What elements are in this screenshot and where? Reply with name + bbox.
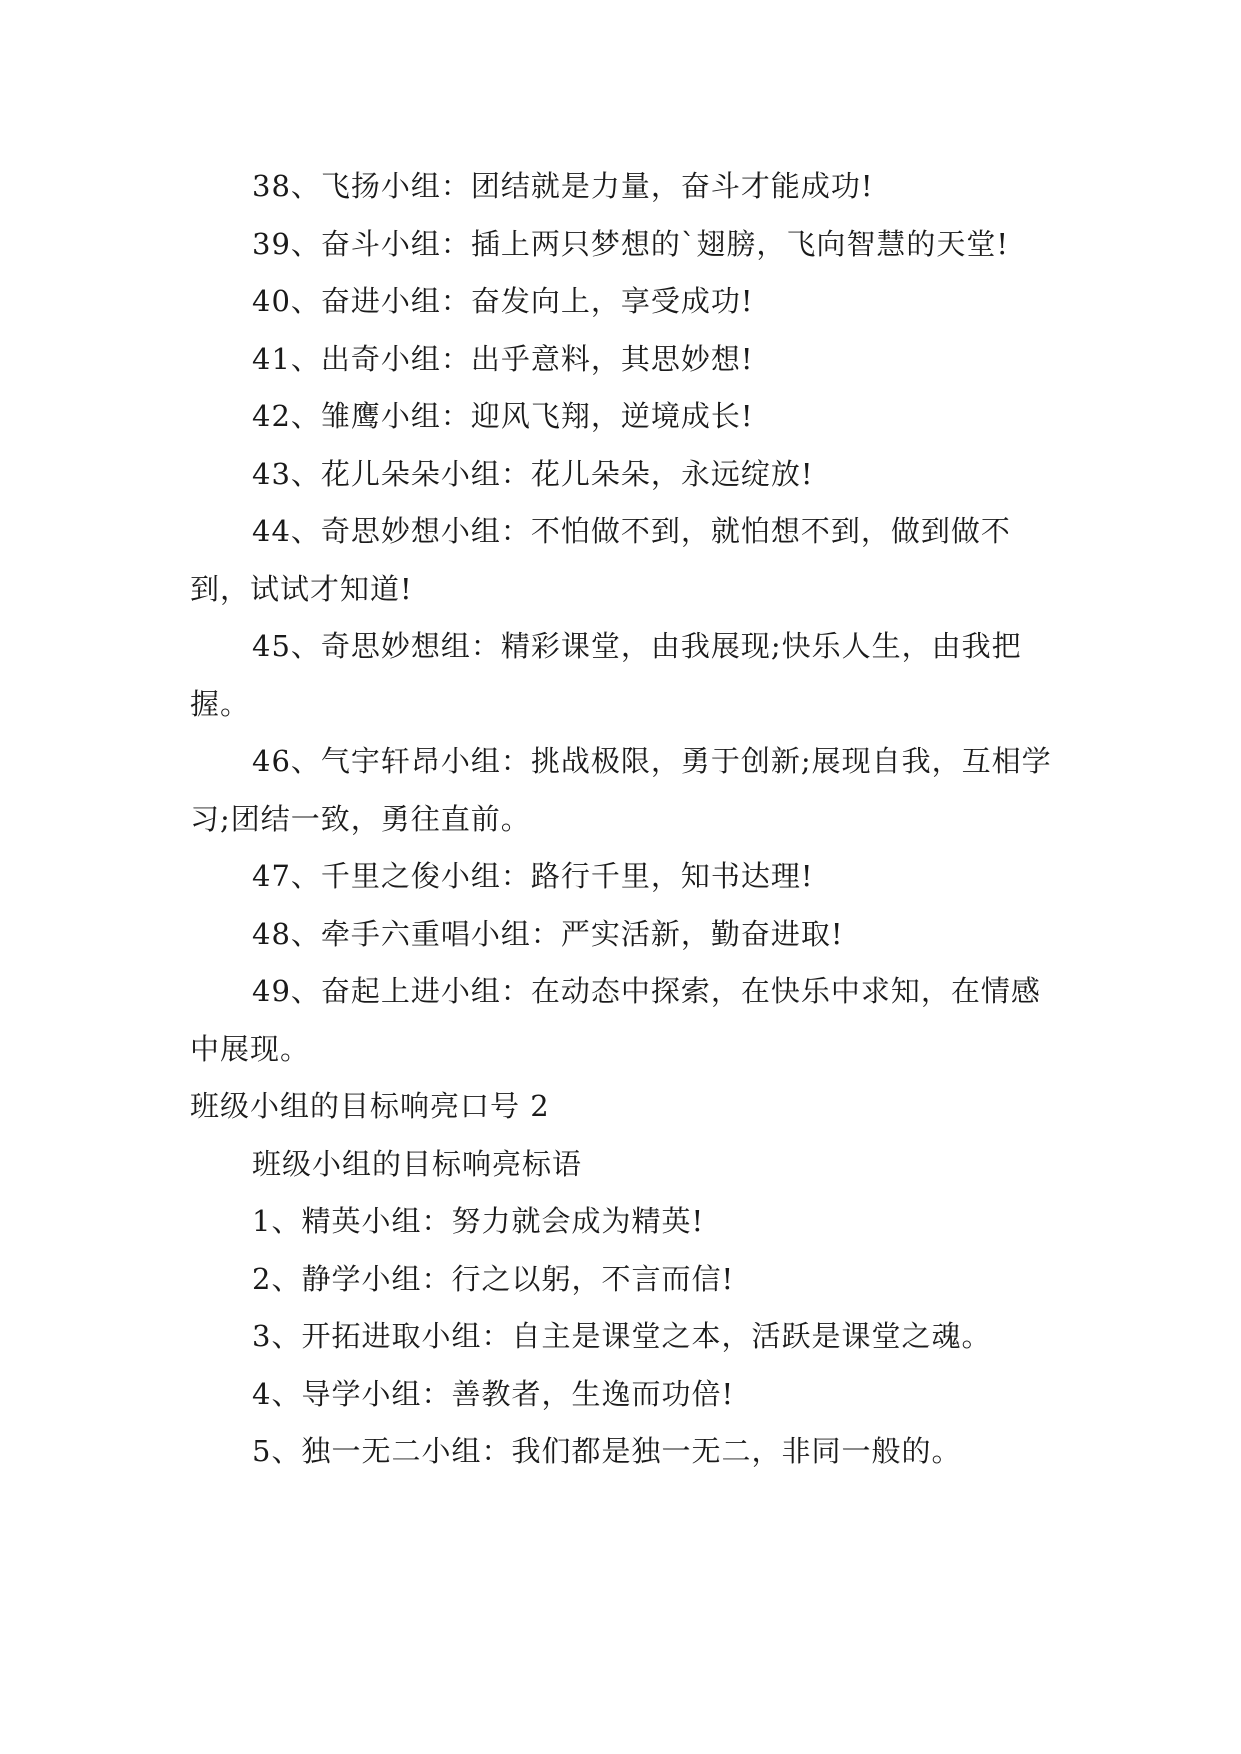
slogan-paragraph-3: 3、开拓进取小组：自主是课堂之本，活跃是课堂之魂。	[252, 1319, 992, 1353]
slogan-paragraph-1: 1、精英小组：努力就会成为精英!	[252, 1204, 705, 1238]
slogan-paragraph-4: 4、导学小组：善教者，生逸而功倍!	[252, 1376, 735, 1411]
slogan-paragraph-45: 45、奇思妙想组：精彩课堂，由我展现;快乐人生，由我把握。	[190, 629, 1022, 721]
slogan-paragraph-48: 48、牵手六重唱小组：严实活新，勤奋进取!	[252, 916, 844, 951]
slogan-paragraph-39: 39、奋斗小组：插上两只梦想的`翅膀，飞向智慧的天堂!	[252, 226, 1010, 261]
slogan-paragraph-5: 5、独一无二小组：我们都是独一无二，非同一般的。	[252, 1434, 962, 1468]
slogan-paragraph-41: 41、出奇小组：出乎意料，其思妙想!	[252, 341, 754, 376]
slogan-paragraph-40: 40、奋进小组：奋发向上，享受成功!	[252, 284, 754, 318]
slogan-paragraph-2: 2、静学小组：行之以躬，不言而信!	[252, 1261, 735, 1296]
section-subtitle: 班级小组的目标响亮标语	[252, 1146, 583, 1181]
slogan-paragraph-49: 49、奋起上进小组：在动态中探索，在快乐中求知，在情感中展现。	[190, 974, 1041, 1066]
document-body	[190, 158, 1052, 1481]
slogan-paragraph-42: 42、雏鹰小组：迎风飞翔，逆境成长!	[252, 399, 754, 433]
slogan-paragraph-38: 38、飞扬小组：团结就是力量，奋斗才能成功!	[252, 169, 874, 203]
slogan-paragraph-47: 47、千里之俊小组：路行千里，知书达理!	[252, 859, 814, 893]
slogan-paragraph-43: 43、花儿朵朵小组：花儿朵朵，永远绽放!	[252, 456, 814, 491]
slogan-paragraph-46: 46、气宇轩昂小组：挑战极限，勇于创新;展现自我，互相学习;团结一致，勇往直前。	[190, 744, 1052, 836]
section-heading: 班级小组的目标响亮口号 2	[190, 1089, 550, 1123]
slogan-paragraph-44: 44、奇思妙想小组：不怕做不到，就怕想不到，做到做不到，试试才知道!	[190, 514, 1011, 606]
